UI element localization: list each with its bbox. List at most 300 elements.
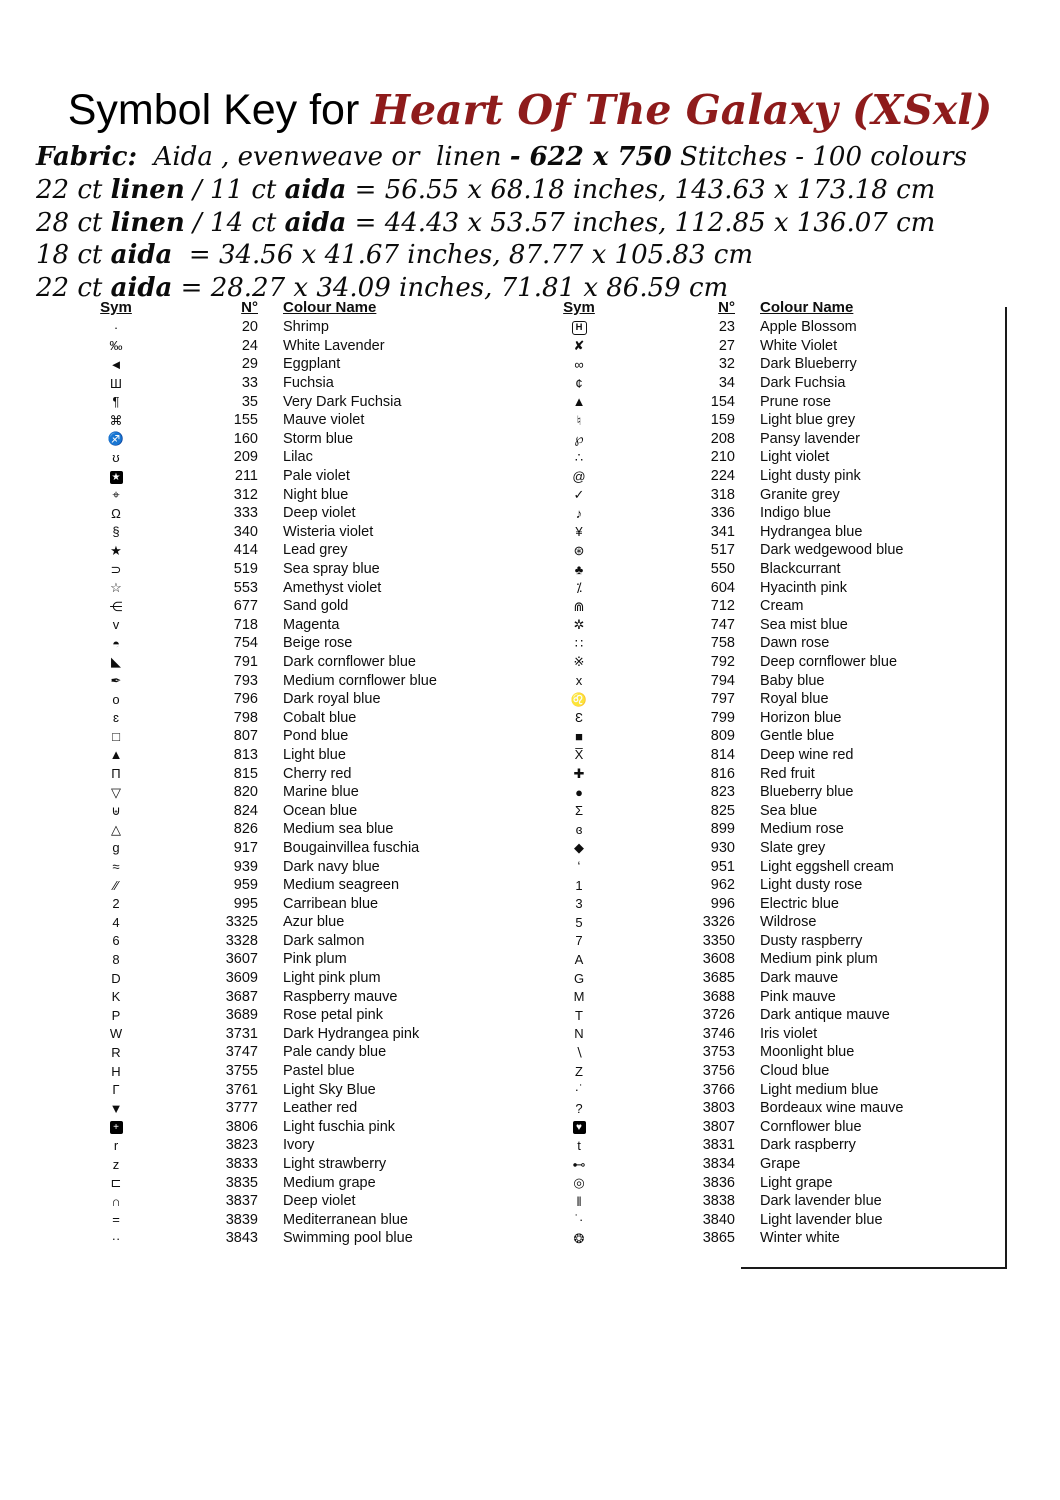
table-row xyxy=(70,430,515,449)
title-pattern-name: Heart Of The Galaxy (XSxl) xyxy=(371,86,993,134)
table-row xyxy=(543,876,1013,895)
number-cell: 951 xyxy=(710,858,735,875)
number-cell: 809 xyxy=(710,728,735,745)
symbol-cell: ⌘ xyxy=(109,412,123,428)
number-cell: 341 xyxy=(710,523,735,540)
number-cell: 824 xyxy=(233,802,258,819)
table-row xyxy=(543,764,1013,783)
symbol-cell: ⌖ xyxy=(112,487,120,503)
table-row xyxy=(543,597,1013,616)
table-row xyxy=(70,1229,515,1248)
fabric-text: 28 ct xyxy=(36,207,111,238)
number-cell: 820 xyxy=(233,784,258,801)
symbol-cell: ▼ xyxy=(109,1100,123,1116)
symbol-cell: 3 xyxy=(575,896,583,912)
number-cell: 550 xyxy=(710,561,735,578)
symbol-cell: o xyxy=(112,691,120,707)
colour-name-cell: Fuchsia xyxy=(283,375,334,392)
table-frame-vertical-line xyxy=(1005,307,1007,1269)
fabric-text: = 28.27 x 34.09 inches, 71.81 x 86.59 cm xyxy=(172,273,729,304)
number-cell: 211 xyxy=(234,468,258,485)
symbol-cell: ɞ xyxy=(575,821,583,837)
symbol-cell: ∖ xyxy=(574,1044,584,1060)
fabric-text: / 11 ct xyxy=(184,174,285,205)
table-row xyxy=(70,523,515,542)
table-row xyxy=(543,392,1013,411)
symbol-cell: ★ xyxy=(110,471,123,484)
number-cell: 3833 xyxy=(225,1156,258,1173)
colour-name-cell: Light violet xyxy=(760,449,830,466)
colour-name-cell: Medium sea blue xyxy=(283,821,394,838)
table-row xyxy=(70,746,515,765)
colour-name-cell: Magenta xyxy=(283,616,340,633)
table-row xyxy=(70,783,515,802)
table-row xyxy=(543,1173,1013,1192)
symbol-cell: + xyxy=(110,1121,123,1134)
symbol-cell: ∞ xyxy=(574,356,584,372)
number-cell: 930 xyxy=(710,839,735,856)
table-row xyxy=(70,653,515,672)
number-cell: 3753 xyxy=(702,1044,735,1061)
symbol-cell: N xyxy=(574,1026,584,1042)
table-row xyxy=(70,950,515,969)
symbol-cell: W xyxy=(109,1026,123,1042)
symbol-cell: Π xyxy=(111,766,121,782)
table-row xyxy=(70,485,515,504)
number-cell: 917 xyxy=(233,839,258,856)
number-cell: 798 xyxy=(233,709,258,726)
number-cell: 813 xyxy=(233,746,258,763)
symbol-cell: ∴ xyxy=(574,449,584,465)
symbol-cell: X̅ xyxy=(574,747,584,763)
colour-name-cell: Light lavender blue xyxy=(760,1211,883,1228)
table-row xyxy=(543,727,1013,746)
fabric-text: = 34.56 x 41.67 inches, 87.77 x 105.83 cm xyxy=(172,240,753,271)
table-row xyxy=(543,467,1013,486)
number-cell: 747 xyxy=(710,616,735,633)
colour-name-cell: Dark cornflower blue xyxy=(283,653,416,670)
colour-name-cell: Lead grey xyxy=(283,542,348,559)
table-row xyxy=(70,820,515,839)
table-row xyxy=(543,504,1013,523)
table-row xyxy=(543,820,1013,839)
colour-name-cell: Swimming pool blue xyxy=(283,1230,413,1247)
colour-name-cell: Dark Fuchsia xyxy=(760,375,846,392)
colour-name-cell: Blueberry blue xyxy=(760,784,854,801)
table-row xyxy=(543,690,1013,709)
page-title xyxy=(0,86,1060,135)
symbol-cell: ♌ xyxy=(570,691,588,707)
table-row xyxy=(70,467,515,486)
number-cell: 797 xyxy=(710,691,735,708)
table-row xyxy=(543,1155,1013,1174)
colour-name-cell: Dark navy blue xyxy=(283,858,380,875)
colour-name-cell: White Violet xyxy=(760,337,838,354)
colour-name-cell: Night blue xyxy=(283,486,349,503)
table-row xyxy=(70,541,515,560)
colour-name-cell: Medium pink plum xyxy=(760,951,878,968)
colour-name-cell: Cornflower blue xyxy=(760,1118,862,1135)
symbol-cell: ¢ xyxy=(575,375,583,391)
table-row xyxy=(70,337,515,356)
table-row xyxy=(543,1136,1013,1155)
colour-name-cell: Dark wedgewood blue xyxy=(760,542,904,559)
number-cell: 32 xyxy=(718,356,735,373)
number-cell: 3834 xyxy=(702,1156,735,1173)
number-cell: 27 xyxy=(718,337,735,354)
colour-name-cell: Deep violet xyxy=(283,1193,356,1210)
symbol-cell: ◓ xyxy=(112,635,120,651)
colour-name-cell: Moonlight blue xyxy=(760,1044,855,1061)
number-cell: 3807 xyxy=(702,1118,735,1135)
colour-name-cell: Granite grey xyxy=(760,486,840,503)
table-row xyxy=(543,969,1013,988)
table-row xyxy=(70,1136,515,1155)
symbol-cell: Σ xyxy=(574,803,584,819)
fabric-text: - 622 x 750 xyxy=(509,142,672,172)
symbol-cell: ♪ xyxy=(575,505,583,521)
table-row xyxy=(70,1006,515,1025)
symbol-cell: ·˙ xyxy=(574,1082,584,1098)
number-cell: 3755 xyxy=(225,1063,258,1080)
colour-name-cell: Medium seagreen xyxy=(283,877,400,894)
symbol-cell: △ xyxy=(111,821,121,837)
fabric-text: = 56.55 x 68.18 inches, 143.63 x 173.18 cm xyxy=(346,174,936,205)
table-row xyxy=(543,1211,1013,1230)
table-row xyxy=(70,578,515,597)
symbol-cell: = xyxy=(112,1212,120,1228)
colour-name-cell: Hyacinth pink xyxy=(760,579,848,596)
number-cell: 3835 xyxy=(225,1174,258,1191)
table-row xyxy=(70,1155,515,1174)
table-row xyxy=(70,355,515,374)
table-row xyxy=(70,448,515,467)
number-cell: 3839 xyxy=(225,1211,258,1228)
colour-name-cell: Cream xyxy=(760,598,804,615)
colour-name-cell: Grape xyxy=(760,1156,801,1173)
colour-name-cell: Pink mauve xyxy=(760,988,836,1005)
table-row xyxy=(70,1043,515,1062)
colour-name-cell: Prune rose xyxy=(760,393,831,410)
symbol-cell: ■ xyxy=(575,728,583,744)
number-cell: 159 xyxy=(710,412,735,429)
number-cell: 3803 xyxy=(702,1100,735,1117)
fabric-text: 22 ct xyxy=(36,174,111,205)
table-row xyxy=(543,411,1013,430)
symbol-cell: ⊛ xyxy=(573,542,585,558)
fabric-text: aida xyxy=(110,240,173,271)
number-cell: 3840 xyxy=(702,1211,735,1228)
table-row xyxy=(70,1173,515,1192)
symbol-cell: ★ xyxy=(110,542,122,558)
table-row xyxy=(70,1080,515,1099)
table-row xyxy=(70,1192,515,1211)
fabric-text: 18 ct xyxy=(36,240,111,271)
title-prefix: Symbol Key for xyxy=(67,86,372,134)
table-row xyxy=(543,653,1013,672)
colour-name-cell: Light blue grey xyxy=(760,412,856,429)
number-cell: 758 xyxy=(710,635,735,652)
symbol-cell: ⁒ xyxy=(576,580,582,596)
number-cell: 3685 xyxy=(702,970,735,987)
fabric-text: Stitches - 100 colours xyxy=(671,142,967,172)
fabric-line xyxy=(36,239,1036,272)
table-row xyxy=(543,708,1013,727)
colour-name-cell: Sea blue xyxy=(760,802,818,819)
symbol-cell: ℘ xyxy=(574,431,584,447)
number-cell: 318 xyxy=(710,486,735,503)
symbol-cell: Ω xyxy=(111,505,121,521)
symbol-cell: Ɛ xyxy=(575,710,583,726)
symbol-cell: ✲ xyxy=(573,617,585,633)
column-header-sym: Sym xyxy=(100,299,132,316)
colour-name-cell: Azur blue xyxy=(283,914,345,931)
symbol-cell: ¶ xyxy=(112,394,120,410)
colour-name-cell: Dark raspberry xyxy=(760,1137,856,1154)
symbol-cell: § xyxy=(112,524,120,540)
number-cell: 959 xyxy=(233,877,258,894)
number-cell: 826 xyxy=(233,821,258,838)
number-cell: 3688 xyxy=(702,988,735,1005)
table-row xyxy=(543,1025,1013,1044)
number-cell: 24 xyxy=(241,337,258,354)
number-cell: 517 xyxy=(710,542,735,559)
symbol-cell: Z xyxy=(575,1063,583,1079)
table-row xyxy=(543,1062,1013,1081)
symbol-cell: A xyxy=(574,951,584,967)
table-row xyxy=(543,634,1013,653)
colour-name-cell: Baby blue xyxy=(760,672,825,689)
colour-name-cell: Indigo blue xyxy=(760,505,831,522)
symbol-cell: 8 xyxy=(112,951,120,967)
symbol-cell: ɛ xyxy=(113,710,119,726)
table-header-row xyxy=(70,297,515,318)
colour-name-cell: Iris violet xyxy=(760,1025,818,1042)
table-row xyxy=(70,1062,515,1081)
table-row xyxy=(70,894,515,913)
number-cell: 33 xyxy=(241,375,258,392)
fabric-text: aida xyxy=(284,174,347,205)
colour-name-cell: Bordeaux wine mauve xyxy=(760,1100,904,1117)
colour-name-cell: Carribean blue xyxy=(283,895,379,912)
colour-name-cell: Cobalt blue xyxy=(283,709,357,726)
symbol-cell: ʊ xyxy=(112,449,120,465)
fabric-text: linen xyxy=(110,174,185,205)
colour-name-cell: Dusty raspberry xyxy=(760,932,863,949)
number-cell: 825 xyxy=(710,802,735,819)
symbol-cell: ⊏ xyxy=(110,1175,122,1191)
colour-name-cell: Raspberry mauve xyxy=(283,988,398,1005)
table-row xyxy=(543,448,1013,467)
number-cell: 3687 xyxy=(225,988,258,1005)
number-cell: 3831 xyxy=(702,1137,735,1154)
number-cell: 3806 xyxy=(225,1118,258,1135)
fabric-info xyxy=(36,141,1036,305)
table-row xyxy=(543,671,1013,690)
colour-name-cell: Deep violet xyxy=(283,505,356,522)
colour-name-cell: Light pink plum xyxy=(283,970,381,987)
number-cell: 160 xyxy=(233,430,258,447)
table-row xyxy=(543,1099,1013,1118)
colour-name-cell: Medium grape xyxy=(283,1174,376,1191)
table-header-row xyxy=(543,297,1013,318)
table-row xyxy=(543,374,1013,393)
number-cell: 794 xyxy=(710,672,735,689)
table-row xyxy=(70,411,515,430)
column-header-sym: Sym xyxy=(563,299,595,316)
colour-name-cell: Winter white xyxy=(760,1230,840,1247)
number-cell: 3756 xyxy=(702,1063,735,1080)
symbol-cell: ◄ xyxy=(109,356,123,372)
number-cell: 3865 xyxy=(702,1230,735,1247)
symbol-cell: · xyxy=(113,319,119,335)
table-row xyxy=(70,1025,515,1044)
colour-name-cell: Lilac xyxy=(283,449,313,466)
number-cell: 155 xyxy=(233,412,258,429)
symbol-cell: ♣ xyxy=(574,561,584,577)
number-cell: 553 xyxy=(233,579,258,596)
fabric-text: aida xyxy=(284,207,347,238)
number-cell: 3689 xyxy=(225,1007,258,1024)
colour-name-cell: Pansy lavender xyxy=(760,430,860,447)
number-cell: 939 xyxy=(233,858,258,875)
table-row xyxy=(70,857,515,876)
symbol-cell: G xyxy=(573,970,585,986)
table-row xyxy=(543,746,1013,765)
number-cell: 962 xyxy=(710,877,735,894)
colour-name-cell: Dark antique mauve xyxy=(760,1007,890,1024)
fabric-text: linen xyxy=(110,207,185,238)
number-cell: 3766 xyxy=(702,1081,735,1098)
number-cell: 718 xyxy=(233,616,258,633)
symbol-cell: M xyxy=(573,989,585,1005)
colour-name-cell: Dark royal blue xyxy=(283,691,381,708)
table-row xyxy=(543,857,1013,876)
column-header-name: Colour Name xyxy=(760,299,854,316)
number-cell: 899 xyxy=(710,821,735,838)
fabric-text: Fabric: xyxy=(36,142,138,172)
table-row xyxy=(70,504,515,523)
colour-name-cell: Electric blue xyxy=(760,895,839,912)
table-row xyxy=(70,1099,515,1118)
number-cell: 23 xyxy=(718,319,735,336)
number-cell: 312 xyxy=(233,486,258,503)
number-cell: 3609 xyxy=(225,970,258,987)
number-cell: 29 xyxy=(241,356,258,373)
number-cell: 3350 xyxy=(702,932,735,949)
symbol-cell: ☆ xyxy=(110,580,122,596)
symbol-cell: Ш xyxy=(110,375,122,391)
symbol-cell: ∕∕ xyxy=(113,877,119,893)
number-cell: 677 xyxy=(233,598,258,615)
colour-name-cell: Storm blue xyxy=(283,430,354,447)
symbol-cell: ● xyxy=(575,784,583,800)
symbol-cell: ✓ xyxy=(573,487,585,503)
colour-name-cell: Dark Hydrangea pink xyxy=(283,1025,420,1042)
colour-name-cell: Deep cornflower blue xyxy=(760,653,898,670)
number-cell: 815 xyxy=(233,765,258,782)
number-cell: 3761 xyxy=(225,1081,258,1098)
fabric-line xyxy=(36,174,1036,207)
symbol-cell: ⊷ xyxy=(572,1156,586,1172)
symbol-cell: r xyxy=(113,1137,119,1153)
colour-name-cell: Leather red xyxy=(283,1100,358,1117)
colour-name-cell: Light medium blue xyxy=(760,1081,879,1098)
number-cell: 208 xyxy=(710,430,735,447)
table-row xyxy=(543,560,1013,579)
table-row xyxy=(543,337,1013,356)
colour-name-cell: Beige rose xyxy=(283,635,353,652)
symbol-cell: t xyxy=(577,1137,581,1153)
table-row xyxy=(543,318,1013,337)
number-cell: 3731 xyxy=(225,1025,258,1042)
symbol-cell: ♥ xyxy=(573,1121,586,1134)
symbol-cell: @ xyxy=(572,468,586,484)
number-cell: 3843 xyxy=(225,1230,258,1247)
table-row xyxy=(70,801,515,820)
symbol-cell: x xyxy=(575,673,583,689)
number-cell: 996 xyxy=(710,895,735,912)
colour-name-cell: Eggplant xyxy=(283,356,341,373)
colour-name-cell: Hydrangea blue xyxy=(760,523,863,540)
colour-name-cell: Wisteria violet xyxy=(283,523,374,540)
table-row xyxy=(543,913,1013,932)
symbol-cell: 1 xyxy=(575,877,583,893)
colour-name-cell: Wildrose xyxy=(760,914,817,931)
colour-name-cell: Bougainvillea fuschia xyxy=(283,839,420,856)
number-cell: 3328 xyxy=(225,932,258,949)
symbol-cell: ‰ xyxy=(109,338,123,354)
table-row xyxy=(70,764,515,783)
symbol-cell: 2 xyxy=(112,896,120,912)
number-cell: 3836 xyxy=(702,1174,735,1191)
number-cell: 209 xyxy=(233,449,258,466)
table-row xyxy=(543,950,1013,969)
number-cell: 333 xyxy=(233,505,258,522)
colour-name-cell: Apple Blossom xyxy=(760,319,857,336)
table-row xyxy=(543,1043,1013,1062)
colour-name-cell: Light dusty pink xyxy=(760,468,861,485)
symbol-cell: T xyxy=(575,1007,583,1023)
number-cell: 336 xyxy=(710,505,735,522)
table-row xyxy=(70,1211,515,1230)
number-cell: 793 xyxy=(233,672,258,689)
number-cell: 3746 xyxy=(702,1025,735,1042)
table-row xyxy=(70,690,515,709)
colour-name-cell: Dark Blueberry xyxy=(760,356,857,373)
colour-name-cell: Ocean blue xyxy=(283,802,358,819)
colour-name-cell: Sand gold xyxy=(283,598,349,615)
number-cell: 34 xyxy=(718,375,735,392)
symbol-cell: ✒ xyxy=(110,673,122,689)
colour-name-cell: Very Dark Fuchsia xyxy=(283,393,402,410)
symbol-cell: ▲ xyxy=(572,394,586,410)
fabric-line xyxy=(36,141,1036,174)
symbol-cell: ◣ xyxy=(111,654,121,670)
table-row xyxy=(70,876,515,895)
colour-name-cell: Deep wine red xyxy=(760,746,854,763)
number-cell: 3837 xyxy=(225,1193,258,1210)
symbol-table-left-column xyxy=(70,297,515,1248)
table-row xyxy=(70,392,515,411)
symbol-cell: ✚ xyxy=(573,766,585,782)
colour-name-cell: Shrimp xyxy=(283,319,329,336)
symbol-cell: 6 xyxy=(112,933,120,949)
colour-name-cell: Light strawberry xyxy=(283,1156,387,1173)
number-cell: 3326 xyxy=(702,914,735,931)
table-row xyxy=(543,894,1013,913)
symbol-cell: z xyxy=(112,1156,120,1172)
